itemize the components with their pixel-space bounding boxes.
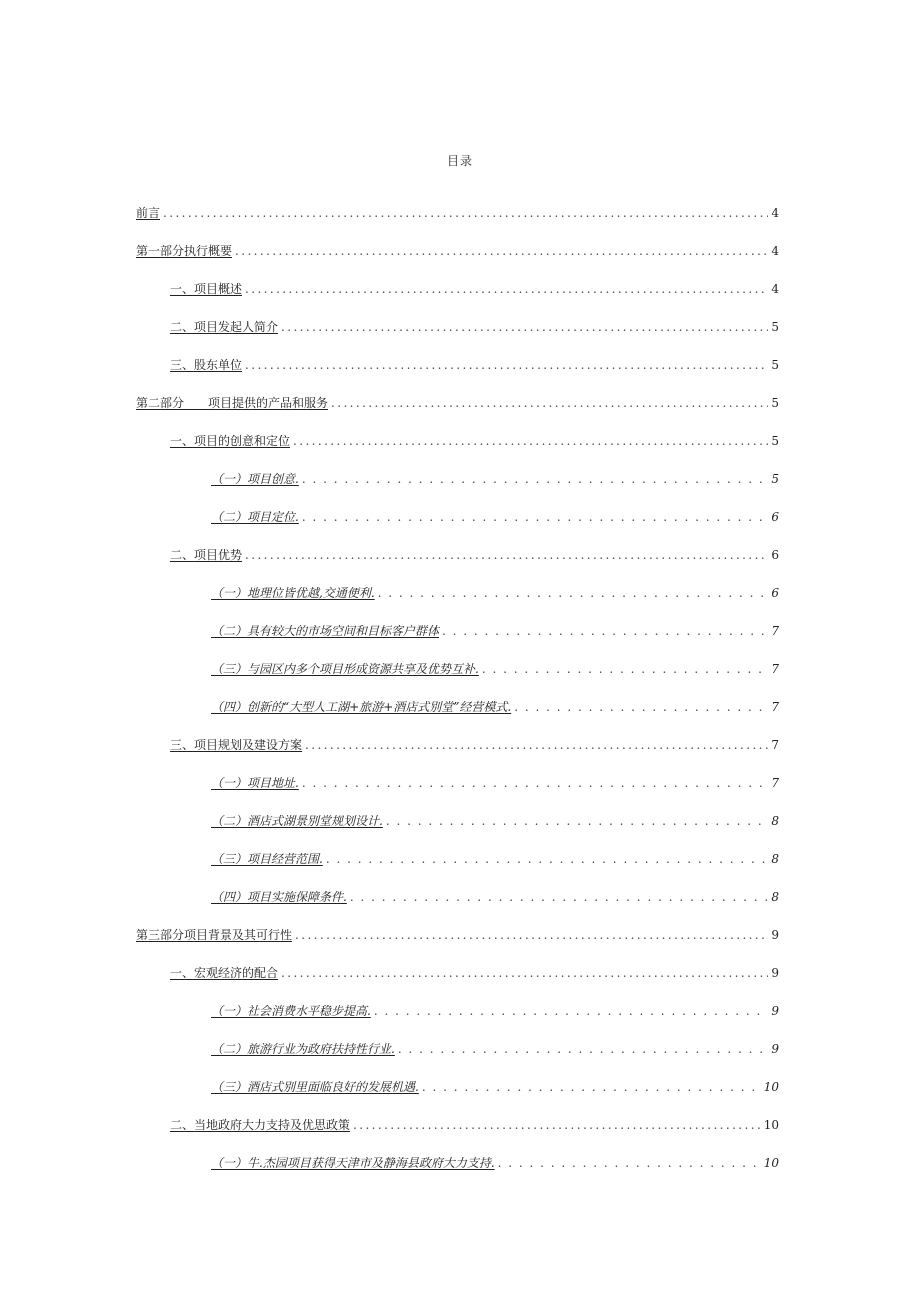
toc-entry[interactable]: [136, 1002, 779, 1040]
toc-entry[interactable]: [136, 280, 779, 318]
toc-dot-leader: [302, 510, 769, 524]
toc-entry-label[interactable]: 一、项目概述: [170, 282, 243, 296]
toc-entry[interactable]: [136, 242, 779, 280]
toc-page-number: 5: [771, 320, 779, 334]
toc-dot-leader: [245, 358, 768, 372]
toc-entry[interactable]: [136, 508, 779, 546]
toc-entry[interactable]: [136, 622, 779, 660]
toc-entry[interactable]: [136, 1116, 779, 1154]
toc-entry-label[interactable]: 一、项目的创意和定位: [170, 434, 291, 448]
toc-entry[interactable]: [136, 584, 779, 622]
toc-entry-label[interactable]: （三）项目经营范围.: [211, 852, 323, 866]
toc-page-number: 9: [771, 1042, 779, 1056]
toc-entry[interactable]: [136, 660, 779, 698]
toc-page-number: 9: [771, 928, 779, 942]
toc-entry-label[interactable]: （一）牛.杰园项目获得天津市及静海县政府大力支持.: [211, 1156, 495, 1170]
toc-page-number: 9: [771, 1004, 779, 1018]
toc-dot-leader: [374, 1004, 769, 1018]
toc-dot-leader: [442, 624, 768, 638]
toc-page-number: 5: [771, 472, 779, 486]
toc-entry[interactable]: [136, 1078, 779, 1116]
toc-page-number: 10: [763, 1080, 779, 1094]
toc-title: 目录: [446, 154, 473, 168]
toc-dot-leader: [281, 966, 768, 980]
toc-dot-leader: [398, 1042, 769, 1056]
toc-entry[interactable]: [136, 850, 779, 888]
toc-entry-label[interactable]: （三）与园区内多个项目形成资源共享及优势互补.: [211, 662, 479, 676]
toc-page-number: 6: [771, 510, 779, 524]
toc-page-number: 5: [771, 396, 779, 410]
toc-entry[interactable]: [136, 546, 779, 584]
toc-dot-leader: [514, 700, 768, 714]
toc-entry-label[interactable]: （二）项目定位.: [211, 510, 299, 524]
toc-dot-leader: [293, 434, 768, 448]
toc-entry-label[interactable]: （一）社会消费水平稳步提高.: [211, 1004, 371, 1018]
toc-page-number: 7: [771, 776, 779, 790]
toc-page-number: 6: [771, 586, 779, 600]
toc-page-number: 9: [771, 966, 779, 980]
toc-dot-leader: [331, 396, 768, 410]
toc-entry-label[interactable]: （一）项目地址.: [211, 776, 299, 790]
toc-dot-leader: [498, 1156, 761, 1170]
toc-entry-label[interactable]: （四）创新的“大型人工湖+旅游+酒店式别堂”经营模式.: [211, 700, 512, 714]
toc-entry-label[interactable]: 前言: [136, 206, 161, 220]
toc-page-number: 4: [771, 244, 779, 258]
toc-page-number: 8: [771, 890, 779, 904]
toc-page-number: 7: [771, 700, 779, 714]
toc-entry-label[interactable]: （三）酒店式别里面临良好的发展机遇.: [211, 1080, 419, 1094]
toc-page-number: 7: [771, 662, 779, 676]
toc-dot-leader: [245, 282, 768, 296]
toc-entry-label[interactable]: （二）具有较大的市场空间和目标客户群体: [211, 624, 440, 638]
toc-entry-label[interactable]: 第三部分项目背景及其可行性: [136, 928, 293, 942]
toc-entry-label[interactable]: 三、项目规划及建设方案: [170, 738, 303, 752]
toc-entry[interactable]: [136, 926, 779, 964]
toc-page-number: 10: [763, 1156, 779, 1170]
toc-dot-leader: [305, 738, 768, 752]
toc-entry-label[interactable]: 第一部分执行概要: [136, 244, 233, 258]
toc-dot-leader: [295, 928, 768, 942]
toc-entry-label[interactable]: 第二部分 项目提供的产品和服务: [136, 396, 329, 410]
toc-entry[interactable]: [136, 356, 779, 394]
toc-dot-leader: [350, 890, 769, 904]
toc-dot-leader: [281, 320, 768, 334]
toc-dot-leader: [302, 472, 769, 486]
toc-dot-leader: [245, 548, 768, 562]
toc-dot-leader: [482, 662, 769, 676]
toc-dot-leader: [163, 206, 768, 220]
toc-entry[interactable]: [136, 1040, 779, 1078]
toc-page-number: 7: [771, 624, 779, 638]
toc-dot-leader: [386, 814, 769, 828]
toc-dot-leader: [235, 244, 768, 258]
toc-entry-label[interactable]: 二、项目优势: [170, 548, 243, 562]
toc-dot-leader: [422, 1080, 761, 1094]
toc-entry[interactable]: [136, 736, 779, 774]
toc-dot-leader: [378, 586, 769, 600]
toc-entry[interactable]: [136, 812, 779, 850]
toc-page-number: 4: [771, 282, 779, 296]
toc-entry-label[interactable]: 三、股东单位: [170, 358, 243, 372]
toc-entry-label[interactable]: 一、宏观经济的配合: [170, 966, 279, 980]
toc-dot-leader: [302, 776, 769, 790]
toc-entry[interactable]: [136, 470, 779, 508]
toc-entry[interactable]: [136, 698, 779, 736]
toc-dot-leader: [353, 1118, 761, 1132]
table-of-contents: [136, 204, 779, 1192]
toc-page-number: 10: [763, 1118, 779, 1132]
toc-entry-label[interactable]: 二、当地政府大力支持及优思政策: [170, 1118, 351, 1132]
toc-page-number: 7: [771, 738, 779, 752]
toc-entry[interactable]: [136, 394, 779, 432]
toc-entry[interactable]: [136, 964, 779, 1002]
toc-page-number: 5: [771, 434, 779, 448]
toc-entry[interactable]: [136, 774, 779, 812]
toc-page-number: 5: [771, 358, 779, 372]
toc-page-number: 4: [771, 206, 779, 220]
toc-entry-label[interactable]: （二）酒店式湖景别堂规划设计.: [211, 814, 383, 828]
toc-entry[interactable]: [136, 432, 779, 470]
toc-entry-label[interactable]: （一）项目创意.: [211, 472, 299, 486]
toc-entry-label[interactable]: （四）项目实施保障条件.: [211, 890, 347, 904]
toc-page-number: 6: [771, 548, 779, 562]
toc-dot-leader: [326, 852, 769, 866]
toc-entry[interactable]: [136, 318, 779, 356]
toc-entry-label[interactable]: 二、项目发起人简介: [170, 320, 279, 334]
toc-entry[interactable]: [136, 204, 779, 242]
toc-page-number: 8: [771, 814, 779, 828]
toc-entry-label[interactable]: （二）旅游行业为政府扶持性行业.: [211, 1042, 395, 1056]
toc-entry[interactable]: [136, 1154, 779, 1192]
toc-page-number: 8: [771, 852, 779, 866]
toc-entry[interactable]: [136, 888, 779, 926]
toc-entry-label[interactable]: （一）地理位皆优越,交通便利.: [211, 586, 375, 600]
